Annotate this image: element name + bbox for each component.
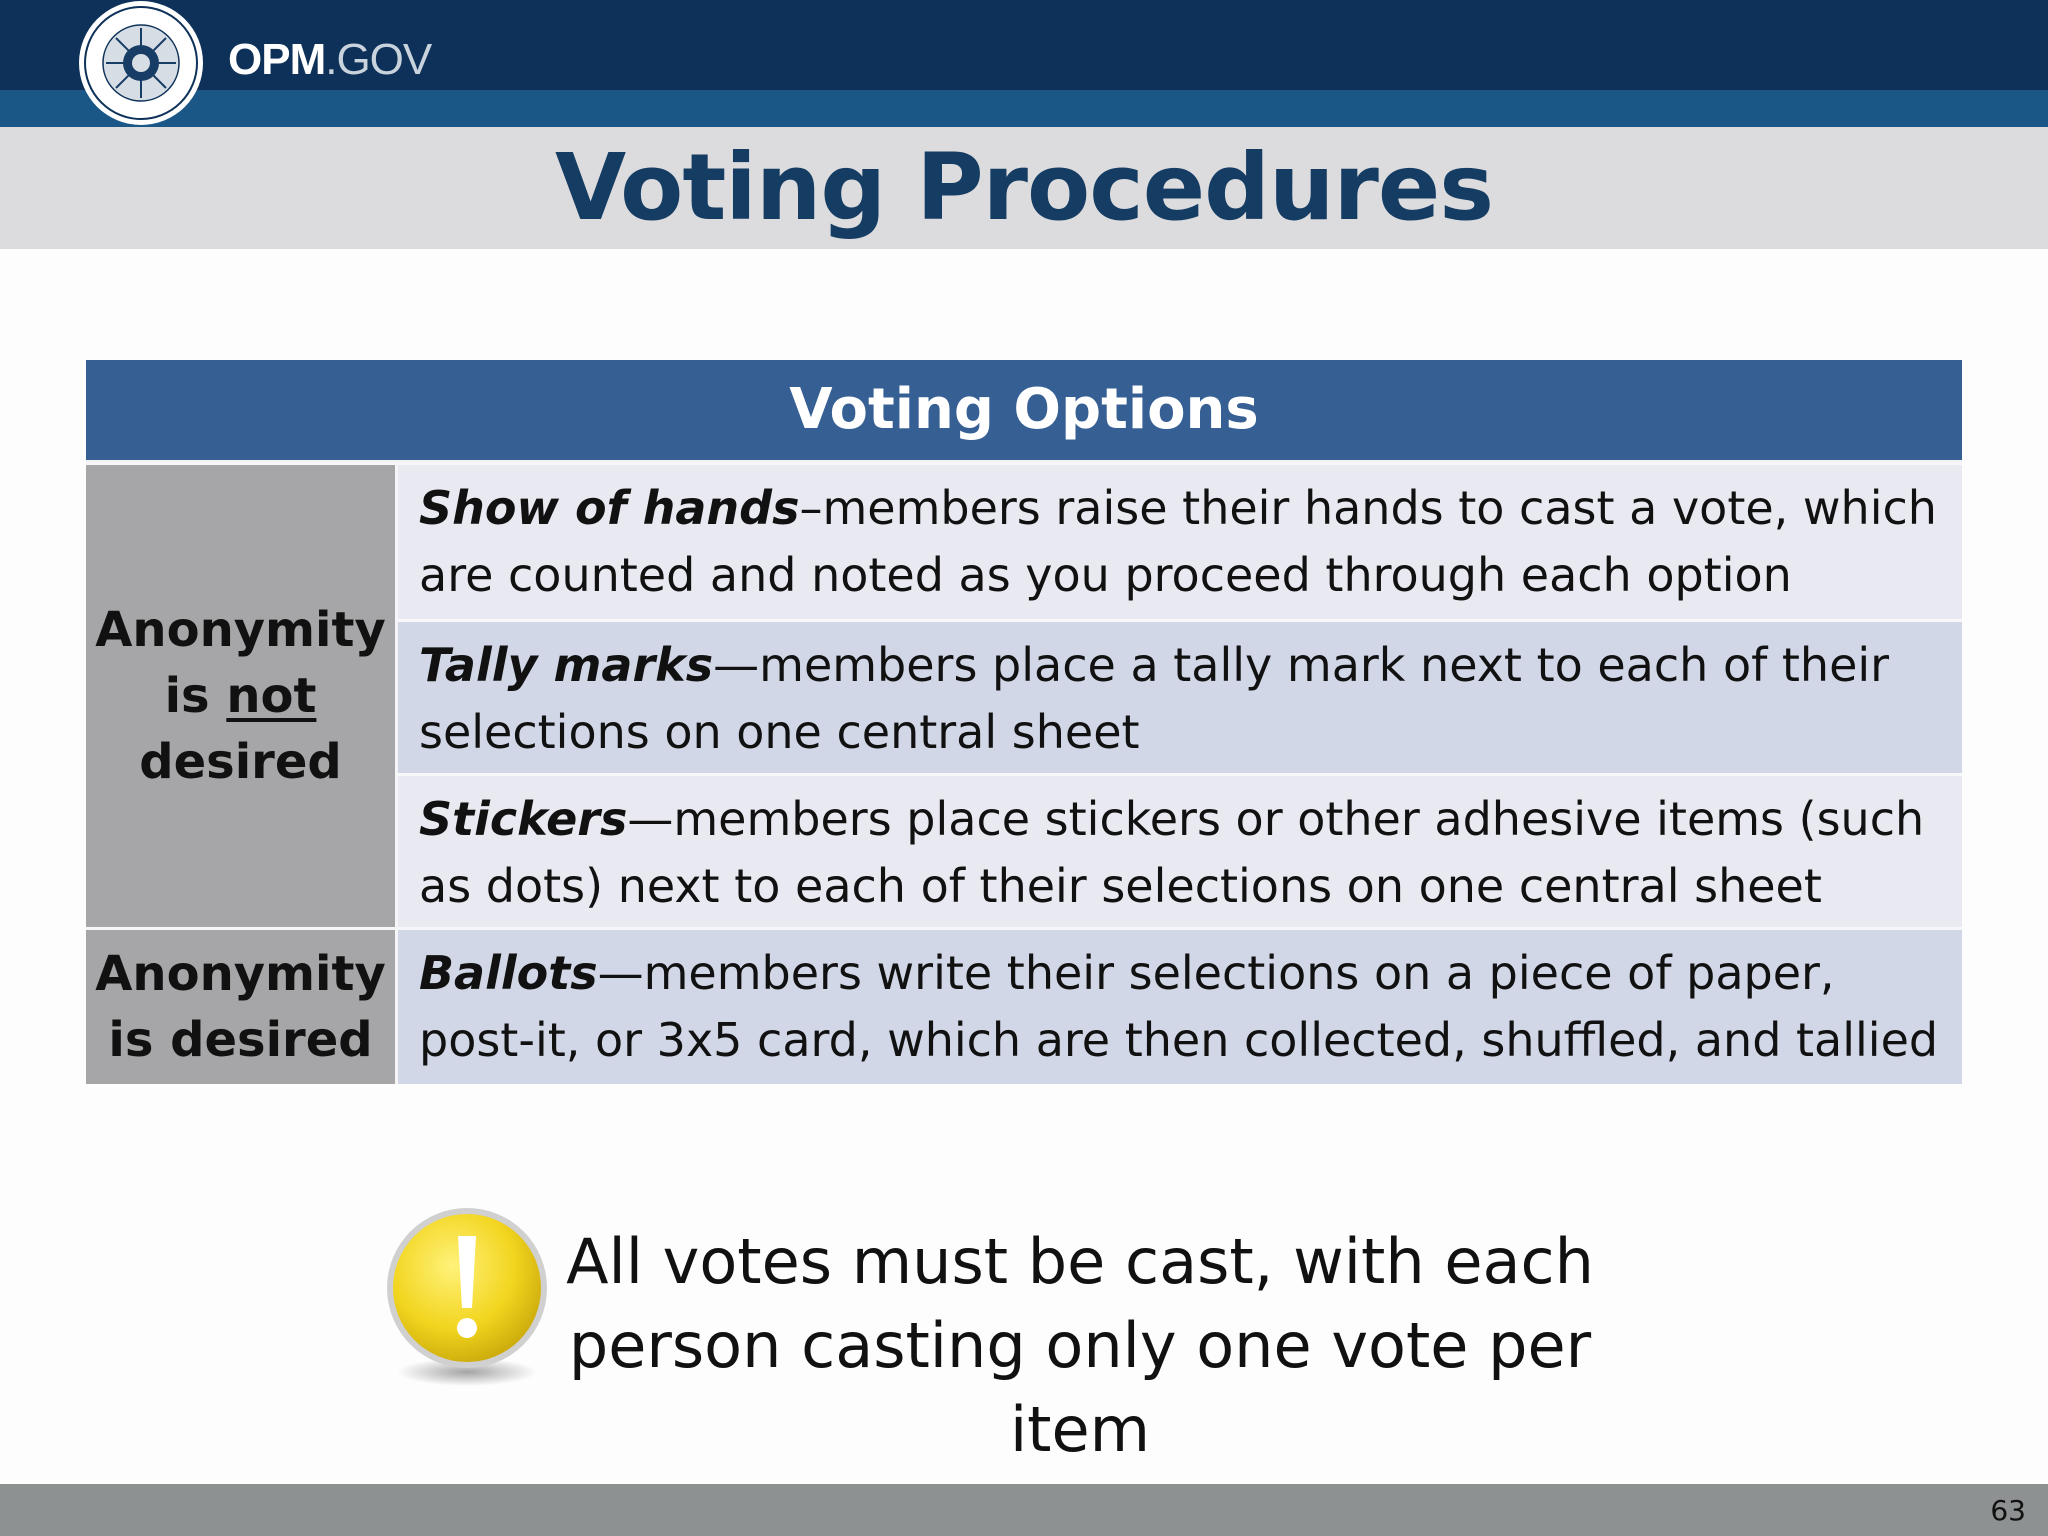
voting-options-table — [86, 360, 1962, 1084]
option-term: Tally marks — [419, 638, 714, 692]
brand-bold: OPM — [228, 35, 326, 84]
page-number: 63 — [1990, 1494, 2026, 1527]
page-title: Voting Procedures — [554, 134, 1494, 241]
option-rows — [398, 465, 1962, 927]
callout-text — [540, 1220, 1620, 1472]
option-row — [398, 465, 1962, 619]
option-row — [398, 773, 1962, 927]
option-description: —members write their selections on a piece of paper, post-it, or 3x5 card, which are then collected, shuffled, and tallied — [419, 946, 1939, 1067]
group-anonymity-desired — [86, 927, 1962, 1084]
group-label-line1: Anonymity — [95, 602, 386, 658]
table-header: Voting Options — [86, 360, 1962, 462]
option-term: Ballots — [419, 946, 598, 1000]
option-row — [398, 930, 1962, 1084]
group-anonymity-not-desired — [86, 462, 1962, 927]
option-term: Show of hands — [419, 481, 800, 535]
option-description: —members place a tally mark next to each of their selections on one central sheet — [419, 638, 1890, 759]
option-row — [398, 619, 1962, 773]
option-term: Stickers — [419, 792, 628, 846]
header-bar — [0, 0, 2048, 127]
group-label-line2: is desired — [108, 1012, 373, 1068]
brand-light: .GOV — [325, 35, 432, 84]
group-label-emphasis: not — [226, 668, 317, 724]
footer-bar — [0, 1484, 2048, 1536]
opm-seal-logo — [76, 0, 206, 126]
option-rows — [398, 930, 1962, 1084]
group-label — [86, 465, 398, 927]
group-label-line3: desired — [139, 734, 342, 790]
brand-wordmark[interactable] — [228, 34, 431, 86]
callout-line1: All votes must be cast, with each — [566, 1225, 1594, 1298]
warning-icon — [382, 1200, 552, 1400]
title-band — [0, 127, 2048, 249]
option-description: –members raise their hands to cast a vote, which are counted and noted as you proceed through each option — [419, 481, 1937, 602]
header-stripe — [0, 90, 2048, 127]
group-label-line2-prefix: is — [164, 668, 227, 724]
group-label — [86, 930, 398, 1084]
option-description: —members place stickers or other adhesive items (such as dots) next to each of their selections on one central sheet — [419, 792, 1925, 913]
callout-line2: person casting only one vote per item — [568, 1309, 1592, 1466]
group-label-line1: Anonymity — [95, 946, 386, 1002]
